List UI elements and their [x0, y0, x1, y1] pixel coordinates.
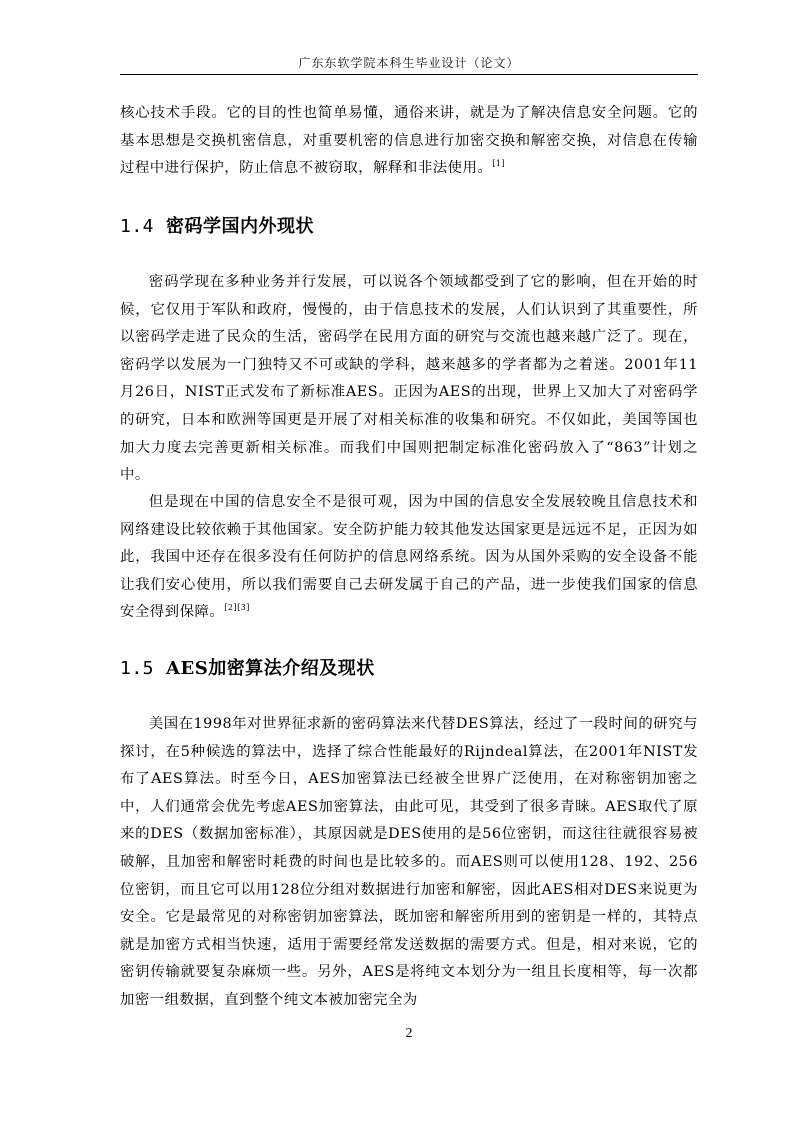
- citation-1: [1]: [492, 159, 506, 169]
- section-heading-1-4: [120, 212, 698, 238]
- paragraph-continuation: [120, 100, 698, 183]
- page-number: 2: [405, 1026, 413, 1041]
- paragraph-china-security: [120, 489, 698, 627]
- section-number: 1.4: [120, 216, 155, 237]
- paragraph-text: 但是现在中国的信息安全不是很可观，因为中国的信息安全发展较晚且信息技术和网络建设比较依赖于其他国家。安全防护能力较其他发达国家更是远远不足，正因为如此，我国中还存在很多没有任何防护的信息网络系统。因为从国外采购的安全设备不能让我们安心使用，所以我们需要自己去研发属于自己的产品，进一步使我们国家的信息安全得到保障。: [120, 494, 698, 621]
- running-header: 广东东软学院本科生毕业设计（论文）: [298, 56, 520, 70]
- section-number: 1.5: [120, 658, 155, 679]
- paragraph-domestic-status: [120, 269, 698, 490]
- paragraph-text: 核心技术手段。它的目的性也简单易懂，通俗来讲，就是为了解决信息安全问题。它的基本思想是交换机密信息，对重要机密的信息进行加密交换和解密交换，对信息在传输过程中进行保护，防止信息不被窃取，解释和非法使用。: [120, 105, 698, 177]
- section-heading-1-5: [120, 654, 698, 680]
- section-title: AES加密算法介绍及现状: [166, 658, 375, 679]
- citation-2-3: [2][3]: [224, 603, 250, 613]
- paragraph-aes-intro: [120, 711, 698, 1015]
- section-title: 密码学国内外现状: [166, 216, 315, 237]
- header-divider: [120, 74, 698, 75]
- paragraph-text: 密码学现在多种业务并行发展，可以说各个领域都受到了它的影响，但在开始的时候，它仅用于军队和政府，慢慢的，由于信息技术的发展，人们认识到了其重要性，所以密码学走进了民众的生活，密码学在民用方面的研究与交流也越来越广泛了。现在，密码学以发展为一门独特又不可或缺的学科，越来越多的学者都为之着迷。2001年11月26日，NIST正式发布了新标准AES。正因为AES的出现，世界上又加大了对密码学的研究，日本和欧洲等国更是开展了对相关标准的收集和研究。不仅如此，美国等国也加大力度去完善更新相关标准。而我们中国则把制定标准化密码放入了“863”计划之中。: [120, 274, 698, 484]
- paragraph-text: 美国在1998年对世界征求新的密码算法来代替DES算法，经过了一段时间的研究与探讨，在5种候选的算法中，选择了综合性能最好的Rijndeal算法，在2001年NIST发布了AES算法。时至今日，AES加密算法已经被全世界广泛使用，在对称密钥加密之中，人们通常会优先考虑AES加密算法，由此可见，其受到了很多青睐。AES取代了原来的DES（数据加密标准），其原因就是DES使用的是56位密钥，而这往往就很容易被破解，且加密和解密时耗费的时间也是比较多的。而AES则可以使用128、192、256位密钥，而且它可以用128位分组对数据进行加密和解密，因此AES相对DES来说更为安全。它是最常见的对称密钥加密算法，既加密和解密所用到的密钥是一样的，其特点就是加密方式相当快速，适用于需要经常发送数据的需要方式。但是，相对来说，它的密钥传输就要复杂麻烦一些。另外，AES是将纯文本划分为一组且长度相等，每一次都加密一组数据，直到整个纯文本被加密完全为: [120, 716, 698, 1008]
